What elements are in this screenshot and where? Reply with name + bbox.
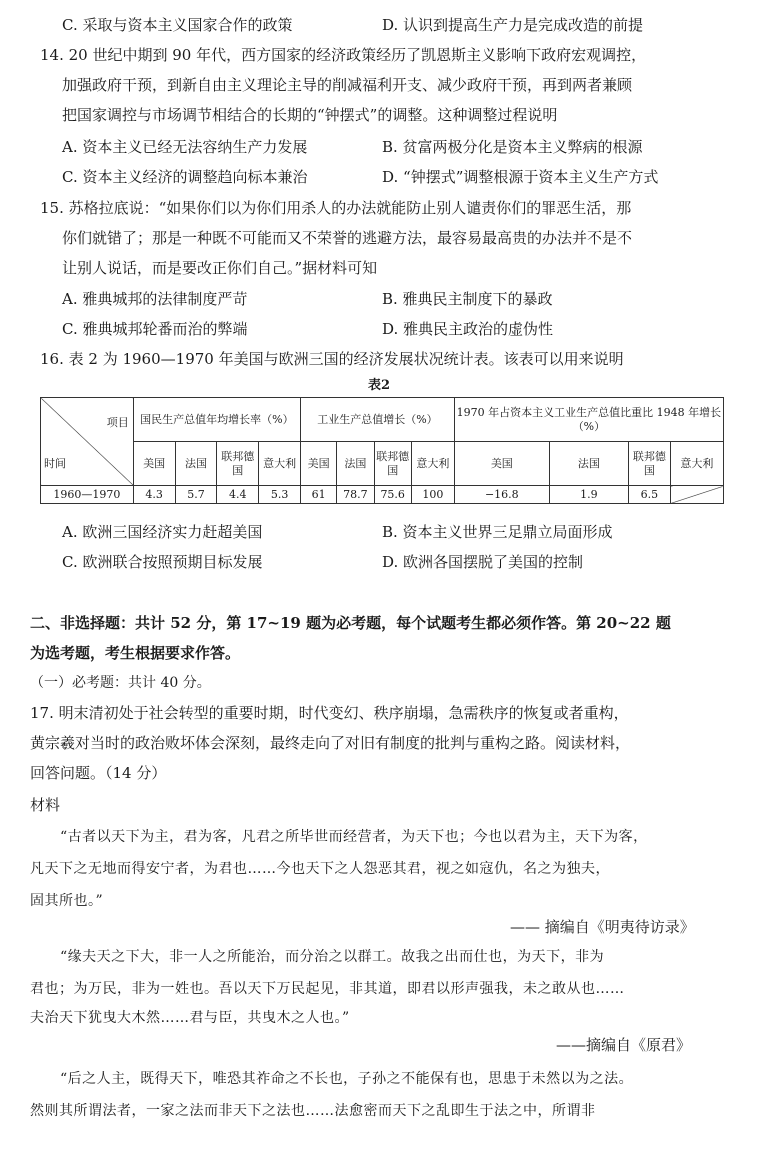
corner-label-time: 时间 (44, 457, 66, 470)
quote2-line-2: 君也；为万民，非为一姓也。吾以天下万民起见，非其道，即君以形声强我，未之敢从也…… (30, 981, 625, 997)
col-usa-2: 美国 (301, 442, 337, 486)
part2-heading-line-2: 为选考题，考生根据要求作答。 (30, 644, 241, 662)
quote1-line-1: “古者以天下为主，君为客，凡君之所毕世而经营者，为天下也；今也以君为主，天下为客， (60, 829, 648, 845)
col-italy-2: 意大利 (411, 442, 454, 486)
q13-option-d: D. 认识到提高生产力是完成改造的前提 (382, 16, 644, 34)
cell-value: 61 (301, 486, 337, 504)
quote1-line-2: 凡天下之无地而得安宁者，为君也……今也天下之人怨恶其君，视之如寇仇，名之为独夫， (30, 861, 610, 877)
q16-option-c: C. 欧洲联合按照预期目标发展 (62, 553, 263, 571)
quote3-line-1: “后之人主，既得天下，唯恐其祚命之不长也，子孙之不能保有也，思患于未然以为之法。 (60, 1071, 634, 1087)
col-frg-3: 联邦德国 (628, 442, 670, 486)
row-label: 1960—1970 (41, 486, 134, 504)
table-caption: 表2 (368, 378, 391, 393)
cell-value: 4.4 (217, 486, 259, 504)
cell-value: 75.6 (374, 486, 411, 504)
q17-stem-line-3: 回答问题。（14 分） (30, 764, 167, 782)
q13-option-c: C. 采取与资本主义国家合作的政策 (62, 16, 293, 34)
q15-stem-line-2: 你们就错了；那是一种既不可能而又不荣誉的逃避方法，最容易最高贵的办法并不是不 (62, 229, 633, 247)
source-1: —— 摘编自《明夷待访录》 (510, 918, 695, 936)
cell-value: −16.8 (454, 486, 549, 504)
col-frg-2: 联邦德国 (374, 442, 411, 486)
q15-stem-line-1: 15. 苏格拉底说：“如果你们以为你们用杀人的办法就能防止别人谴责你们的罪恶生活，那 (40, 199, 632, 217)
q14-stem-line-3: 把国家调控与市场调节相结合的长期的“钟摆式”的调整。这种调整过程说明 (62, 106, 558, 124)
empty-diagonal-cell (670, 486, 723, 504)
header-industrial-growth: 工业生产总值增长（%） (301, 398, 455, 442)
q17-stem-line-2: 黄宗羲对当时的政治败坏体会深刻，最终走向了对旧有制度的批判与重构之路。阅读材料， (30, 734, 631, 752)
col-france-2: 法国 (337, 442, 374, 486)
q15-option-d: D. 雅典民主政治的虚伪性 (382, 320, 554, 338)
q16-option-d: D. 欧洲各国摆脱了美国的控制 (382, 553, 584, 571)
q14-option-d: D. “钟摆式”调整根源于资本主义生产方式 (382, 168, 659, 186)
q14-option-b: B. 贫富两极分化是资本主义弊病的根源 (382, 138, 643, 156)
q16-option-a: A. 欧洲三国经济实力赶超美国 (62, 523, 263, 541)
part2-heading-line-1: 二、非选择题：共计 52 分，第 17~19 题为必考题，每个试题考生都必须作答。第 20~22 题 (30, 614, 671, 632)
quote2-line-3: 夫治天下犹曳大木然……君与臣，共曳木之人也。” (30, 1010, 350, 1026)
quote2-line-1: “缘夫天之下大，非一人之所能治，而分治之以群工。故我之出而仕也，为天下，非为 (60, 949, 605, 965)
material-label: 材料 (30, 796, 61, 814)
cell-value: 5.3 (259, 486, 301, 504)
col-usa-3: 美国 (454, 442, 549, 486)
q15-option-a: A. 雅典城邦的法律制度严苛 (62, 290, 248, 308)
q16-stem: 16. 表 2 为 1960—1970 年美国与欧洲三国的经济发展状况统计表。该表可以用来说明 (40, 350, 624, 368)
quote1-line-3: 固其所也。” (30, 893, 104, 909)
cell-value: 1.9 (549, 486, 628, 504)
header-share-growth: 1970 年占资本主义工业生产总值比重比 1948 年增长（%） (454, 398, 723, 442)
q14-option-c: C. 资本主义经济的调整趋向标本兼治 (62, 168, 308, 186)
q15-option-b: B. 雅典民主制度下的暴政 (382, 290, 553, 308)
source-2: ——摘编自《原君》 (556, 1036, 692, 1054)
q14-stem-line-1: 14. 20 世纪中期到 90 年代，西方国家的经济政策经历了凯恩斯主义影响下政府宏观调控， (40, 46, 647, 64)
col-frg-1: 联邦德国 (217, 442, 259, 486)
table-corner-cell (41, 398, 134, 486)
cell-value: 78.7 (337, 486, 374, 504)
header-gnp-growth: 国民生产总值年均增长率（%） (133, 398, 300, 442)
part2-subheading: （一）必考题：共计 40 分。 (30, 675, 211, 691)
quote3-line-2: 然则其所谓法者，一家之法而非天下之法也……法愈密而天下之乱即生于法之中，所谓非 (30, 1103, 596, 1119)
q16-option-b: B. 资本主义世界三足鼎立局面形成 (382, 523, 613, 541)
cell-value: 6.5 (628, 486, 670, 504)
col-italy-3: 意大利 (670, 442, 723, 486)
q14-stem-line-2: 加强政府干预，到新自由主义理论主导的削减福利开支、减少政府干预，再到两者兼顾 (62, 76, 633, 94)
q17-stem-line-1: 17. 明末清初处于社会转型的重要时期，时代变幻、秩序崩塌，急需秩序的恢复或者重构， (30, 704, 629, 722)
corner-label-item: 项目 (106, 416, 129, 429)
col-usa-1: 美国 (133, 442, 175, 486)
economic-stats-table (40, 397, 724, 504)
col-italy-1: 意大利 (259, 442, 301, 486)
q15-option-c: C. 雅典城邦轮番而治的弊端 (62, 320, 248, 338)
cell-value: 100 (411, 486, 454, 504)
col-france-1: 法国 (175, 442, 217, 486)
table-row (41, 486, 724, 504)
cell-value: 4.3 (133, 486, 175, 504)
col-france-3: 法国 (549, 442, 628, 486)
q14-option-a: A. 资本主义已经无法容纳生产力发展 (62, 138, 308, 156)
cell-value: 5.7 (175, 486, 217, 504)
q15-stem-line-3: 让别人说话，而是要改正你们自己。”据材料可知 (62, 259, 378, 277)
